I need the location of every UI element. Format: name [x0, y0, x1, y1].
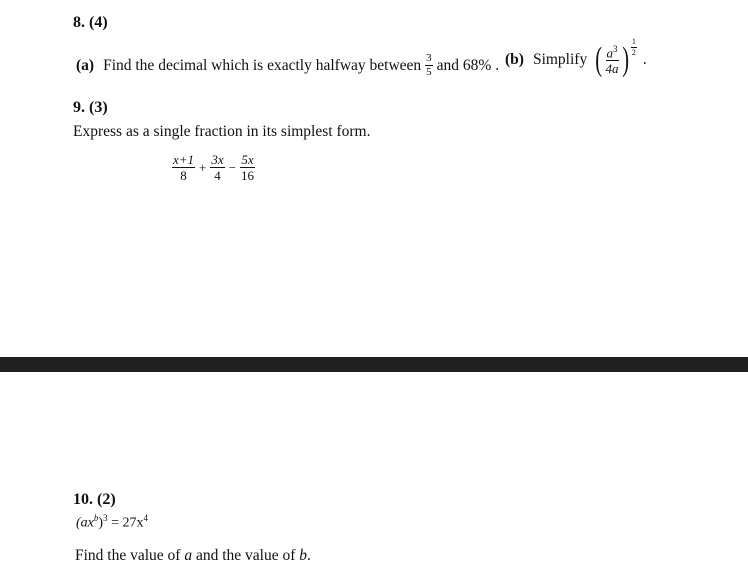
eq-rhs: = 27x	[107, 515, 144, 531]
variable-a: a	[184, 547, 193, 564]
exponent-numerator: 1	[631, 37, 636, 46]
question-8a	[76, 53, 499, 78]
minus-sign: −	[228, 159, 237, 175]
exponent-one-half	[631, 38, 637, 57]
variable-a: a	[606, 45, 614, 61]
fraction-denominator: 8	[180, 168, 187, 183]
question-10-number: 10. (2)	[73, 491, 116, 508]
fraction-numerator: 3x	[211, 152, 224, 167]
fraction-x-plus-1-over-8	[172, 153, 195, 182]
exponent-denominator: 2	[631, 48, 636, 57]
eq-rhs-exponent: 4	[143, 513, 148, 523]
eq-open: (ax	[76, 515, 94, 531]
question-10-text	[75, 547, 311, 565]
fraction-denominator: 5	[426, 66, 432, 78]
eq-exponent-b: b	[93, 513, 99, 523]
part-b-end: .	[642, 51, 647, 68]
eq-exponent-3: 3	[103, 513, 108, 523]
question-9-expression	[172, 153, 255, 182]
fraction-numerator: x+1	[173, 152, 195, 167]
right-paren: )	[621, 41, 629, 78]
fraction-three-fifths	[425, 53, 433, 78]
part-a-text-end: and 68% .	[436, 56, 500, 74]
plus-sign: +	[199, 159, 207, 175]
left-paren: (	[595, 41, 603, 78]
variable-b: b	[299, 547, 308, 564]
q10-text-end: .	[307, 547, 311, 564]
page-separator-band	[0, 357, 748, 372]
fraction-denominator: 4a	[605, 61, 619, 77]
q10-text-mid: and the value of	[192, 547, 300, 564]
q10-text-pre: Find the value of	[75, 547, 185, 564]
question-10-equation	[76, 513, 148, 532]
fraction-numerator	[606, 45, 619, 61]
question-8b	[505, 37, 647, 80]
question-8-number: 8. (4)	[73, 14, 108, 31]
part-b-text: Simplify	[532, 51, 588, 68]
fraction-denominator: 4	[214, 168, 221, 183]
question-9-text: Express as a single fraction in its simplest form.	[73, 123, 371, 140]
exponent: 3	[613, 43, 618, 54]
fraction-numerator: 5x	[241, 152, 254, 167]
fraction-numerator: 3	[426, 52, 432, 64]
fraction-3x-over-4	[210, 153, 224, 182]
part-a-text: Find the decimal which is exactly halfway between	[103, 56, 422, 74]
fraction-a-cubed-over-4a	[605, 45, 620, 75]
fraction-denominator: 16	[241, 168, 255, 183]
part-a-label: (a)	[76, 56, 95, 74]
fraction-5x-over-16	[240, 153, 255, 182]
eq-close: )	[98, 515, 104, 531]
part-b-label: (b)	[505, 51, 524, 68]
question-9-number: 9. (3)	[73, 99, 108, 116]
